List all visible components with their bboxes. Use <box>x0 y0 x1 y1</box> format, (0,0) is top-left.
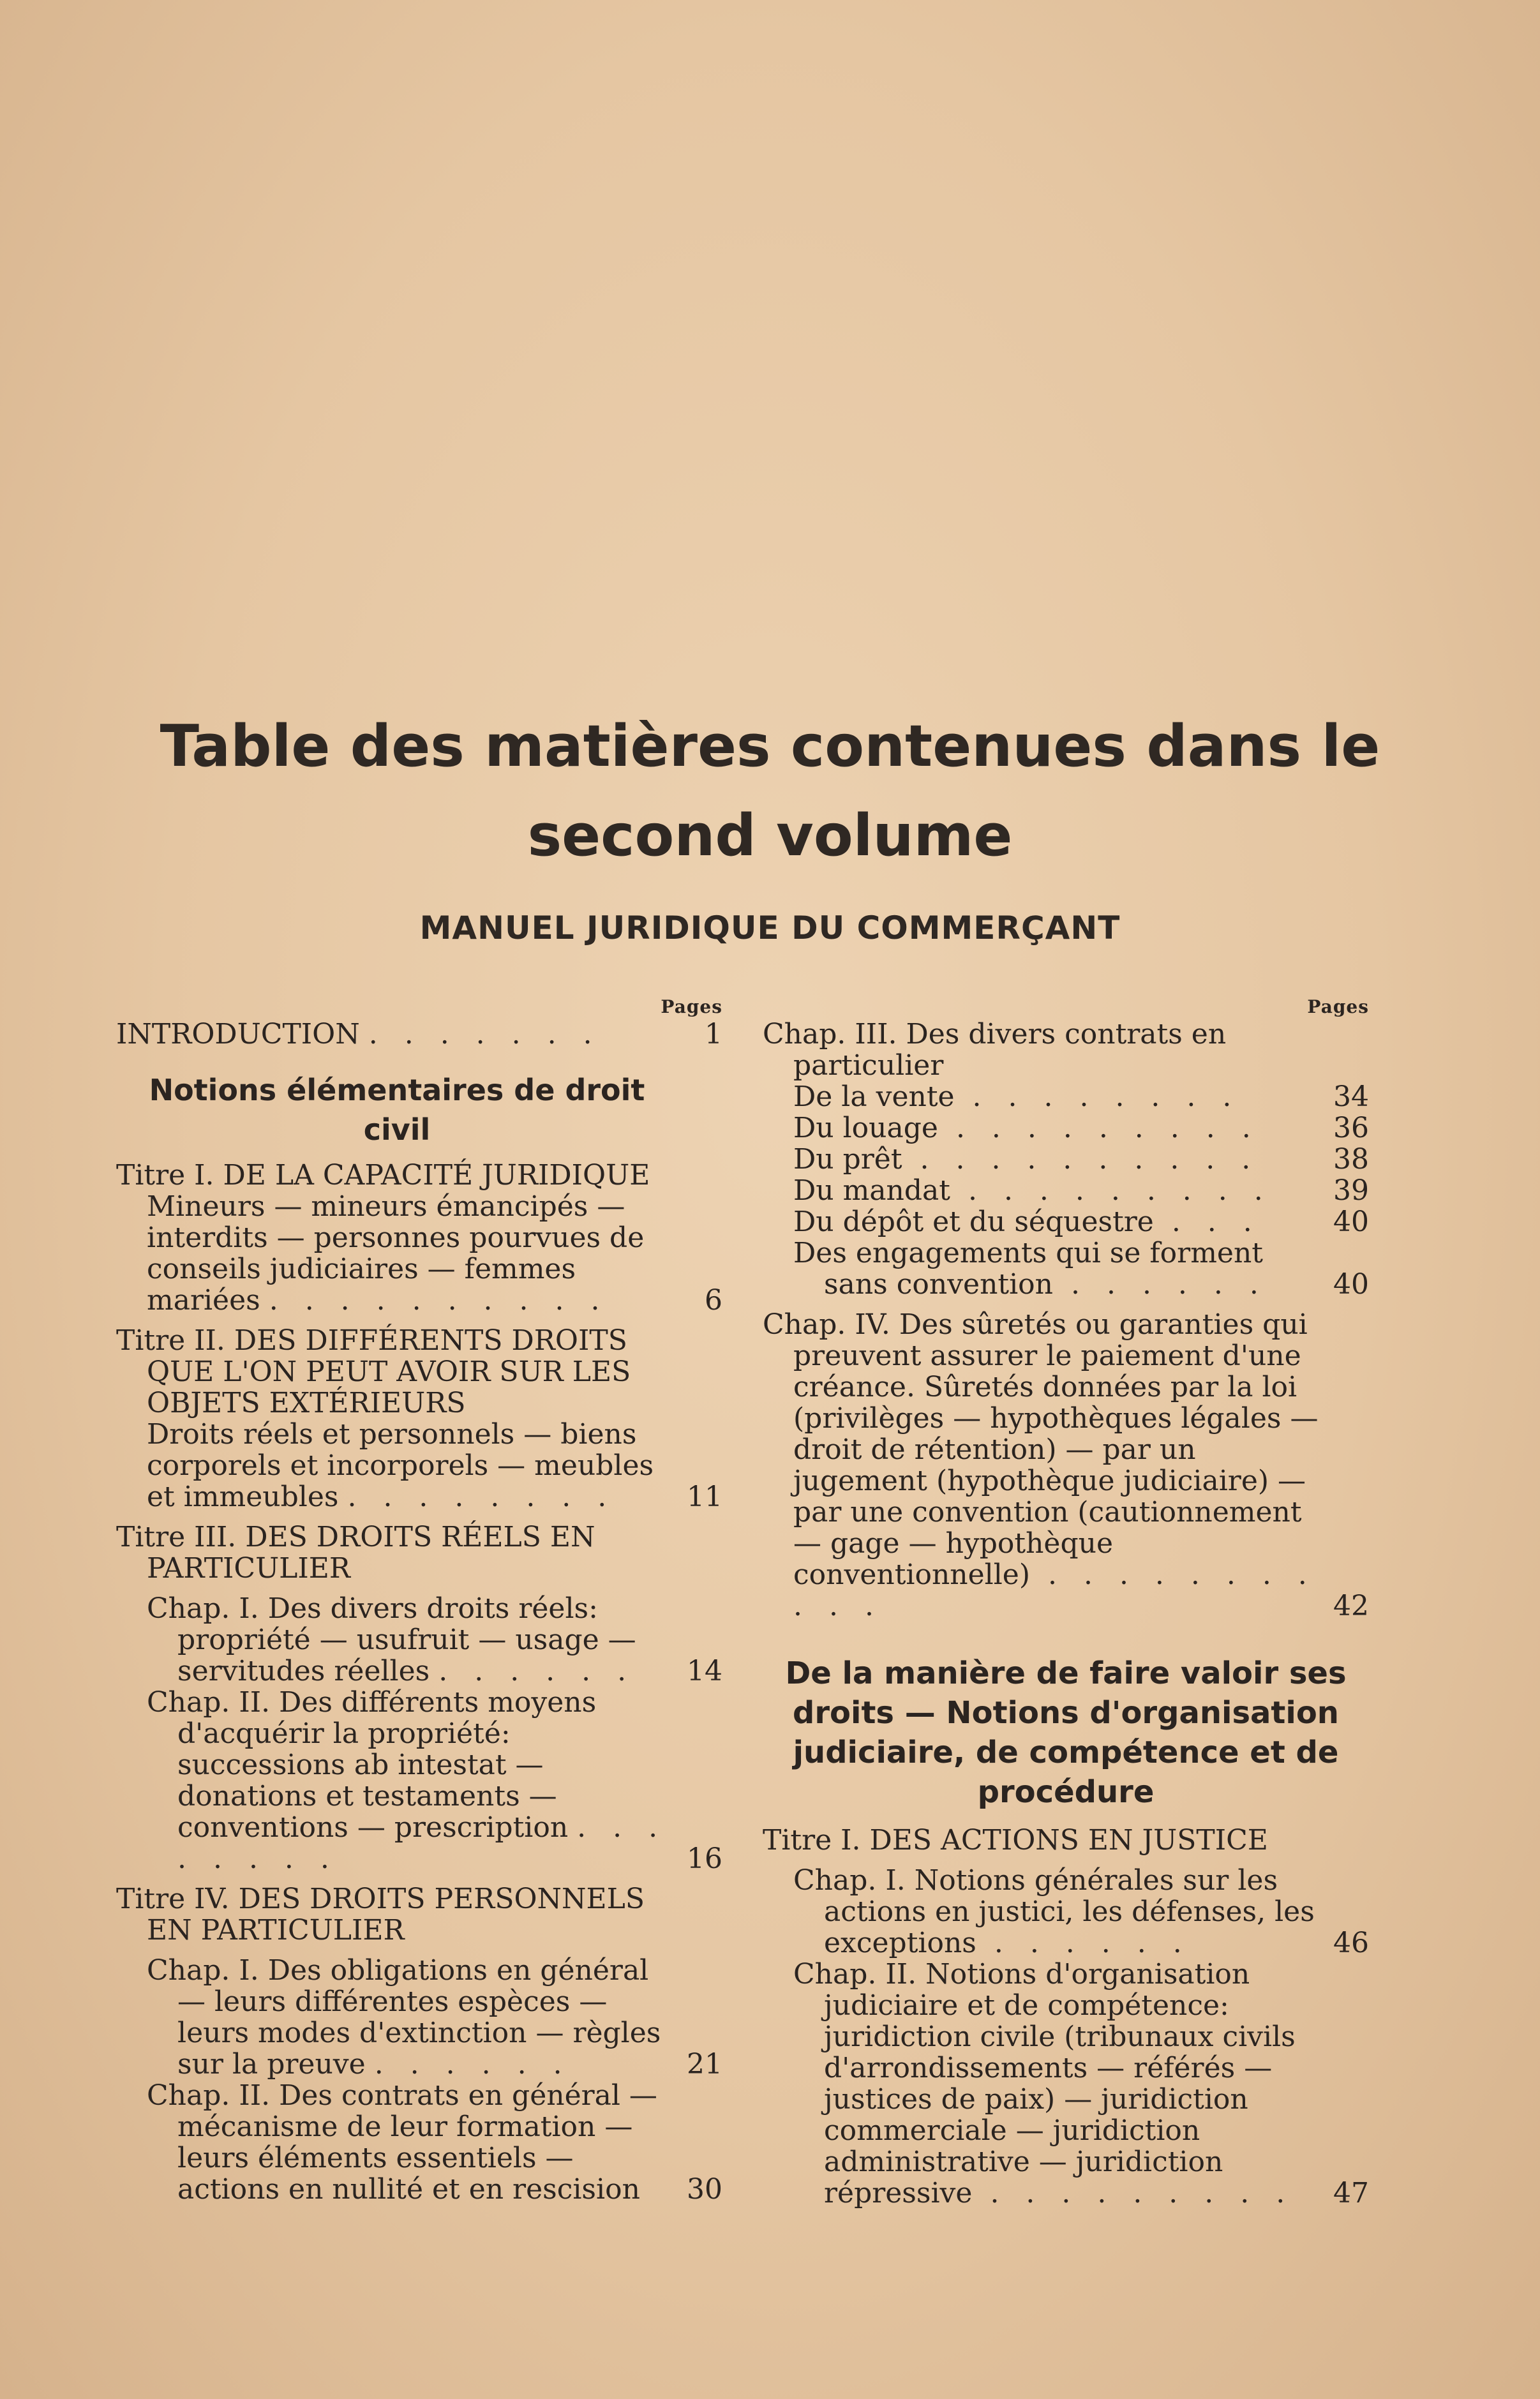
toc-entry-vente[interactable]: De la vente . . . . . . . . 34 <box>793 1080 1369 1113</box>
page-number: 30 <box>687 2173 722 2206</box>
toc-entry-capacite[interactable]: Mineurs — mineurs émancipés — interdits — personnes pourvues de conseils judiciaires — femmes mariées . . . . . . . . . . 6 <box>147 1190 722 1317</box>
entry-text: Mineurs — mineurs émancipés — interdits — personnes pourvues de conseils judiciaires — femmes mariées <box>147 1190 645 1317</box>
page-number: 47 <box>1333 2177 1369 2209</box>
toc-entry-organisation-judiciaire[interactable]: Chap. II. Notions d'organisation judiciaire et de compétence: juridiction civile (tribunaux civils d'arrondissements — référés — justices de paix) — juridiction commerciale — juridiction administrative — juridiction répressive . . . . . . . . . 47 <box>793 1958 1369 2209</box>
toc-entry-droits-reels-chap1[interactable]: Chap. I. Des divers droits réels: propriété — usufruit — usage — servitudes réelles . . . . . . 14 <box>147 1592 722 1687</box>
toc-entry-contrats[interactable] <box>147 2080 722 2205</box>
entry-text: Du mandat <box>793 1174 950 1207</box>
page-number: 6 <box>705 1284 722 1317</box>
entry-text: INTRODUCTION <box>116 1018 360 1050</box>
toc-title-actions-justice: Titre I. DES ACTIONS EN JUSTICE <box>763 1824 1268 1857</box>
page-number: 14 <box>687 1655 722 1687</box>
toc-entry-pret[interactable]: Du prêt . . . . . . . . . . 38 <box>793 1143 1369 1176</box>
entry-text: Chap. I. Des obligations en général — leurs différentes espèces — leurs modes d'extinction — règles sur la preuve <box>147 1954 661 2081</box>
section-heading-droit-civil: Notions élémentaires de droit civil <box>149 1073 645 1147</box>
page-number: 40 <box>1333 1206 1369 1238</box>
pages-header-left: Pages <box>661 996 722 1017</box>
toc-entry-depot[interactable]: Du dépôt et du séquestre . . . 40 <box>793 1206 1369 1238</box>
page-number: 38 <box>1333 1143 1369 1176</box>
entry-text: Des engagements qui se forment sans convention <box>793 1237 1263 1301</box>
page-number: 46 <box>1333 1927 1369 1959</box>
page-number: 16 <box>687 1842 722 1875</box>
page-number: 40 <box>1333 1268 1369 1301</box>
page-number: 11 <box>687 1481 722 1513</box>
section-heading-faire-valoir: De la manière de faire valoir ses droits — Notions d'organisation judiciaire, de compétence et de procédure <box>785 1655 1347 1810</box>
toc-title-contrats-particulier: Chap. III. Des divers contrats en particulier <box>763 1018 1227 1082</box>
right-column <box>763 996 1369 2209</box>
book-subtitle: MANUEL JURIDIQUE DU COMMERÇANT <box>419 909 1121 946</box>
toc-entry-droits-reels-chap2[interactable]: Chap. II. Des différents moyens d'acquérir la propriété: successions ab intestat — donations et testaments — conventions — prescription . . . . . . . . 16 <box>147 1686 722 1875</box>
entry-text: Chap. II. Des différents moyens d'acquérir la propriété: successions ab intestat — donations et testaments — conventions — prescription <box>147 1686 597 1844</box>
toc-entry-obligations[interactable]: Chap. I. Des obligations en général — leurs différentes espèces — leurs modes d'extinction — règles sur la preuve . . . . . . 21 <box>147 1954 722 2081</box>
toc-entry-mandat[interactable]: Du mandat . . . . . . . . . 39 <box>793 1174 1369 1207</box>
toc-entry-suretes[interactable]: Chap. IV. Des sûretés ou garanties qui preuvent assurer le paiement d'une créance. Sûretés données par la loi (privilèges — hypothèques légales — droit de rétention) — par un jugement (hypothèque judiciaire) — par une convention (cautionnement — gage — hypothèque conventionnelle) . . . . . . . . . . . 42 <box>763 1308 1369 1622</box>
page-number: 34 <box>1333 1080 1369 1113</box>
toc-title-droits: Titre II. DES DIFFÉRENTS DROITS QUE L'ON PEUT AVOIR SUR LES OBJETS EXTÉRIEURS <box>116 1324 631 1419</box>
page-number: 42 <box>1333 1590 1369 1622</box>
entry-text: Chap. I. Notions générales sur les actions en justici, les défenses, les exceptions <box>793 1864 1315 1959</box>
entry-text: Du louage <box>793 1112 938 1144</box>
toc-title-droits-personnels: Titre IV. DES DROITS PERSONNELS EN PARTICULIER <box>116 1883 645 1947</box>
entry-text: Chap. II. Des contrats en général — mécanisme de leur formation — leurs éléments essentiels — actions en nullité et en rescision <box>147 2079 657 2206</box>
entry-text: Chap. I. Des divers droits réels: propriété — usufruit — usage — servitudes réelles <box>147 1592 636 1687</box>
toc-entry-notions-generales[interactable]: Chap. I. Notions générales sur les actions en justici, les défenses, les exceptions . . . . . . 46 <box>793 1864 1369 1959</box>
toc-title-droits-reels: Titre III. DES DROITS RÉELS EN PARTICULIER <box>116 1521 595 1585</box>
toc-entry-engagements[interactable]: Des engagements qui se forment sans convention . . . . . . 40 <box>793 1237 1369 1301</box>
entry-text: De la vente <box>793 1080 955 1113</box>
toc-title-capacite: Titre I. DE LA CAPACITÉ JURIDIQUE <box>116 1159 650 1192</box>
pages-header-right: Pages <box>1307 996 1369 1017</box>
page-title: Table des matières contenues dans le second volume <box>160 713 1380 869</box>
entry-text: Du dépôt et du séquestre <box>793 1206 1154 1238</box>
entry-text: Chap. IV. Des sûretés ou garanties qui preuvent assurer le paiement d'une créance. Sûretés données par la loi (privilèges — hypothèques légales — droit de rétention) — par un jugement (hypothèque judiciaire) — par une convention (cautionnement — gage — hypothèque conventionnelle) <box>763 1308 1319 1591</box>
page-number: 21 <box>687 2048 722 2081</box>
toc-entry-louage[interactable]: Du louage . . . . . . . . . 36 <box>793 1112 1369 1144</box>
entry-text: Du prêt <box>793 1143 902 1176</box>
page-number: 39 <box>1333 1174 1369 1207</box>
toc-entry-introduction[interactable]: INTRODUCTION . . . . . . . 1 <box>116 1018 722 1050</box>
toc-entry-droits[interactable]: Droits réels et personnels — biens corporels et incorporels — meubles et immeubles . . . . . . . . 11 <box>147 1418 722 1513</box>
left-column <box>116 996 722 2205</box>
entry-text: Droits réels et personnels — biens corporels et incorporels — meubles et immeubles <box>147 1418 654 1513</box>
entry-text: Chap. II. Notions d'organisation judiciaire et de compétence: juridiction civile (tribunaux civils d'arrondissements — référés — justices de paix) — juridiction commerciale — juridiction administrative — juridiction répressive <box>793 1958 1296 2209</box>
page-number: 36 <box>1333 1112 1369 1144</box>
page-number: 1 <box>705 1018 722 1050</box>
